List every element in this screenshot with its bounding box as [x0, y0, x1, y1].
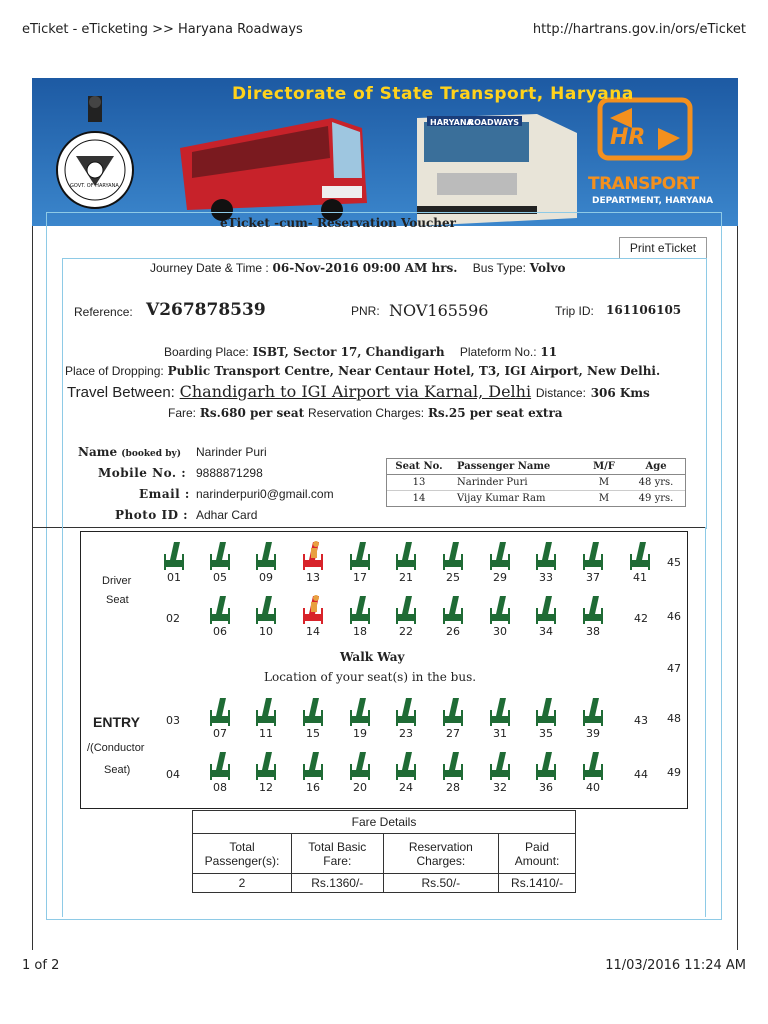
seat-icon[interactable]	[252, 750, 280, 786]
name-sub-label: (booked by)	[121, 449, 181, 459]
fare-details	[192, 810, 576, 893]
distance-value: 306 Kms	[590, 386, 650, 400]
seat-icon[interactable]	[252, 696, 280, 732]
seat-icon[interactable]	[532, 594, 560, 630]
seat-icon[interactable]	[579, 540, 607, 576]
fare-value-reservation: Rs.50/-	[383, 874, 499, 893]
seat-number: 16	[306, 781, 320, 794]
seat-number: 23	[399, 727, 413, 740]
cell-mf: M	[598, 477, 610, 488]
seat-icon[interactable]	[392, 594, 420, 630]
fare-header-passengers: Total Passenger(s):	[193, 834, 292, 874]
seat-icon[interactable]	[346, 594, 374, 630]
passenger-table	[387, 459, 685, 506]
seat-number: 22	[399, 625, 413, 638]
mobile-value: 9888871298	[196, 466, 263, 480]
seat-number: 28	[446, 781, 460, 794]
travel-value: Chandigarh to IGI Airport via Karnal, Delhi	[179, 382, 532, 401]
seat-number: 34	[539, 625, 553, 638]
bustype-label: Bus Type:	[472, 261, 526, 275]
seat-icon[interactable]	[299, 750, 327, 786]
seat-number: 01	[167, 571, 181, 584]
seat-number: 20	[353, 781, 367, 794]
fare-details-table	[192, 810, 576, 893]
seat-number: 15	[306, 727, 320, 740]
seat-icon[interactable]	[532, 696, 560, 732]
seat-icon[interactable]	[346, 750, 374, 786]
seat-number: 39	[586, 727, 600, 740]
seat-number: 03	[166, 714, 180, 727]
fare-value-paid: Rs.1410/-	[499, 874, 576, 893]
page-title-header: eTicket - eTicketing >> Haryana Roadways	[22, 22, 303, 37]
travel-label: Travel Between:	[67, 384, 175, 401]
seat-icon[interactable]	[392, 750, 420, 786]
seat-icon[interactable]	[160, 540, 188, 576]
cell-name: Narinder Puri	[457, 477, 528, 488]
seat-number: 14	[306, 625, 320, 638]
seat-icon[interactable]	[486, 750, 514, 786]
seat-icon[interactable]	[486, 594, 514, 630]
name-value: Narinder Puri	[196, 445, 267, 459]
seat-number: 38	[586, 625, 600, 638]
seat-number: 10	[259, 625, 273, 638]
seat-number: 43	[634, 714, 648, 727]
print-datetime: 11/03/2016 11:24 AM	[605, 958, 746, 973]
cell-seat: 13	[412, 477, 426, 488]
fare-details-title: Fare Details	[193, 811, 576, 834]
white-bus-icon	[417, 114, 577, 226]
page-count: 1 of 2	[22, 958, 60, 973]
journey-value: 06-Nov-2016 09:00 AM hrs.	[272, 261, 458, 275]
seat-icon[interactable]	[392, 696, 420, 732]
seat-icon[interactable]	[579, 750, 607, 786]
seat-number: 29	[493, 571, 507, 584]
seat-icon[interactable]	[206, 594, 234, 630]
location-label: Location of your seat(s) in the bus.	[264, 670, 477, 684]
reference-label: Reference:	[74, 305, 133, 319]
seat-number: 48	[667, 712, 681, 725]
col-seat-no: Seat No.	[395, 461, 443, 472]
col-age: Age	[645, 461, 667, 472]
cell-age: 49 yrs.	[638, 493, 674, 504]
platform-label: Plateform No.:	[459, 345, 537, 359]
fare-line	[168, 406, 563, 420]
seat-number: 30	[493, 625, 507, 638]
seat-number: 42	[634, 612, 648, 625]
table-row	[387, 491, 685, 507]
page-url[interactable]: http://hartrans.gov.in/ors/eTicket	[532, 22, 746, 37]
trip-value: 161106105	[606, 303, 682, 317]
fare-value-passengers: 2	[193, 874, 292, 893]
boarding-label: Boarding Place:	[164, 345, 249, 359]
bus-label-roadways: ROADWAYS	[468, 118, 520, 127]
fare-label: Fare:	[168, 406, 197, 420]
col-mf: M/F	[593, 461, 615, 472]
seat-icon[interactable]	[439, 594, 467, 630]
fare-header-reservation: Reservation Charges:	[383, 834, 499, 874]
name-label-wrap	[78, 445, 181, 459]
seat-number: 44	[634, 768, 648, 781]
seat-number: 12	[259, 781, 273, 794]
seat-number: 46	[667, 610, 681, 623]
seat-number: 18	[353, 625, 367, 638]
seat-number: 36	[539, 781, 553, 794]
seat-icon[interactable]	[346, 540, 374, 576]
seat-icon[interactable]	[579, 594, 607, 630]
fare-header-basic: Total Basic Fare:	[292, 834, 384, 874]
seat-number: 19	[353, 727, 367, 740]
pnr-value: NOV165596	[389, 301, 489, 320]
print-eticket-button[interactable]: Print eTicket	[619, 237, 707, 259]
seat-icon[interactable]	[532, 540, 560, 576]
col-passenger-name: Passenger Name	[457, 461, 551, 472]
conductor-label-2: Seat)	[104, 764, 131, 776]
fare-value: Rs.680 per seat	[199, 406, 305, 420]
trip-label: Trip ID:	[555, 304, 594, 318]
panel-left-line	[62, 527, 63, 917]
seat-booked-icon[interactable]	[299, 540, 327, 576]
seatmap-divider	[33, 527, 705, 528]
name-label: Name	[78, 445, 118, 459]
seat-icon[interactable]	[486, 540, 514, 576]
dropping-line	[65, 364, 660, 378]
passenger-table-header	[387, 459, 685, 475]
logo-transport-text: TRANSPORT	[588, 174, 699, 194]
logo-department-text: DEPARTMENT, HARYANA	[592, 196, 714, 206]
dropping-value: Public Transport Centre, Near Centaur Hotel, T3, IGI Airport, New Delhi.	[167, 364, 661, 378]
email-label: Email :	[139, 487, 190, 501]
seat-icon[interactable]	[392, 540, 420, 576]
seat-icon[interactable]	[579, 696, 607, 732]
entry-label: ENTRY	[93, 714, 140, 730]
seat-icon[interactable]	[486, 696, 514, 732]
mobile-label: Mobile No. :	[98, 466, 187, 480]
seat-number: 21	[399, 571, 413, 584]
banner-title: Directorate of State Transport, Haryana	[232, 84, 634, 104]
seat-icon[interactable]	[299, 696, 327, 732]
cell-seat: 14	[412, 493, 426, 504]
bustype-value: Volvo	[529, 261, 566, 275]
reservation-label: Reservation Charges:	[308, 406, 425, 420]
seat-number: 26	[446, 625, 460, 638]
walkway-label: Walk Way	[340, 650, 405, 664]
seat-icon[interactable]	[346, 696, 374, 732]
passenger-table-box	[386, 458, 686, 507]
reservation-value: Rs.25 per seat extra	[427, 406, 563, 420]
panel-right-line	[705, 527, 706, 917]
seat-number: 17	[353, 571, 367, 584]
seat-icon[interactable]	[252, 594, 280, 630]
conductor-label-1: /(Conductor	[87, 742, 145, 754]
seat-number: 47	[667, 662, 681, 675]
journey-label: Journey Date & Time :	[150, 261, 269, 275]
seat-icon[interactable]	[532, 750, 560, 786]
travel-line	[67, 382, 650, 401]
seat-number: 37	[586, 571, 600, 584]
reference-value: V267878539	[146, 300, 266, 320]
seat-number: 09	[259, 571, 273, 584]
seat-number: 13	[306, 571, 320, 584]
platform-value: 11	[540, 345, 558, 359]
emblem-text: GOVT. OF HARYANA	[70, 183, 119, 189]
seat-number: 35	[539, 727, 553, 740]
seat-icon[interactable]	[439, 540, 467, 576]
seat-number: 11	[259, 727, 273, 740]
seat-icon[interactable]	[206, 540, 234, 576]
email-value[interactable]: narinderpuri0@gmail.com	[196, 487, 334, 501]
seat-number: 06	[213, 625, 227, 638]
boarding-value: ISBT, Sector 17, Chandigarh	[252, 345, 445, 359]
seat-number: 32	[493, 781, 507, 794]
seat-number: 02	[166, 612, 180, 625]
cell-name: Vijay Kumar Ram	[457, 493, 546, 504]
seat-number: 49	[667, 766, 681, 779]
seat-booked-icon[interactable]	[299, 594, 327, 630]
seat-icon[interactable]	[439, 696, 467, 732]
seat-icon[interactable]	[206, 750, 234, 786]
seat-number: 45	[667, 556, 681, 569]
seat-number: 24	[399, 781, 413, 794]
seat-number: 31	[493, 727, 507, 740]
seat-number: 27	[446, 727, 460, 740]
seat-icon[interactable]	[626, 540, 654, 576]
cell-mf: M	[598, 493, 610, 504]
dropping-label: Place of Dropping:	[65, 364, 164, 378]
seat-icon[interactable]	[206, 696, 234, 732]
driver-label-1: Driver	[102, 575, 132, 587]
logo-mark: HR	[610, 125, 646, 150]
seat-number: 40	[586, 781, 600, 794]
pnr-label: PNR:	[351, 304, 380, 318]
seat-number: 07	[213, 727, 227, 740]
seat-number: 41	[633, 571, 647, 584]
fare-header-paid: Paid Amount:	[499, 834, 576, 874]
distance-label: Distance:	[535, 386, 586, 400]
seat-number: 05	[213, 571, 227, 584]
cell-age: 48 yrs.	[638, 477, 674, 488]
boarding-line	[164, 345, 557, 359]
photo-id-value: Adhar Card	[196, 508, 258, 522]
fare-value-basic: Rs.1360/-	[292, 874, 384, 893]
voucher-heading: eTicket -cum- Reservation Voucher	[220, 216, 456, 230]
table-row	[387, 475, 685, 491]
bus-label-haryana: HARYANA	[430, 118, 473, 127]
driver-label-2: Seat	[106, 594, 129, 606]
photo-id-label: Photo ID :	[115, 508, 189, 522]
seat-number: 04	[166, 768, 180, 781]
seat-icon[interactable]	[439, 750, 467, 786]
seat-number: 33	[539, 571, 553, 584]
seat-icon[interactable]	[252, 540, 280, 576]
seat-number: 25	[446, 571, 460, 584]
journey-line	[150, 261, 566, 275]
seat-number: 08	[213, 781, 227, 794]
